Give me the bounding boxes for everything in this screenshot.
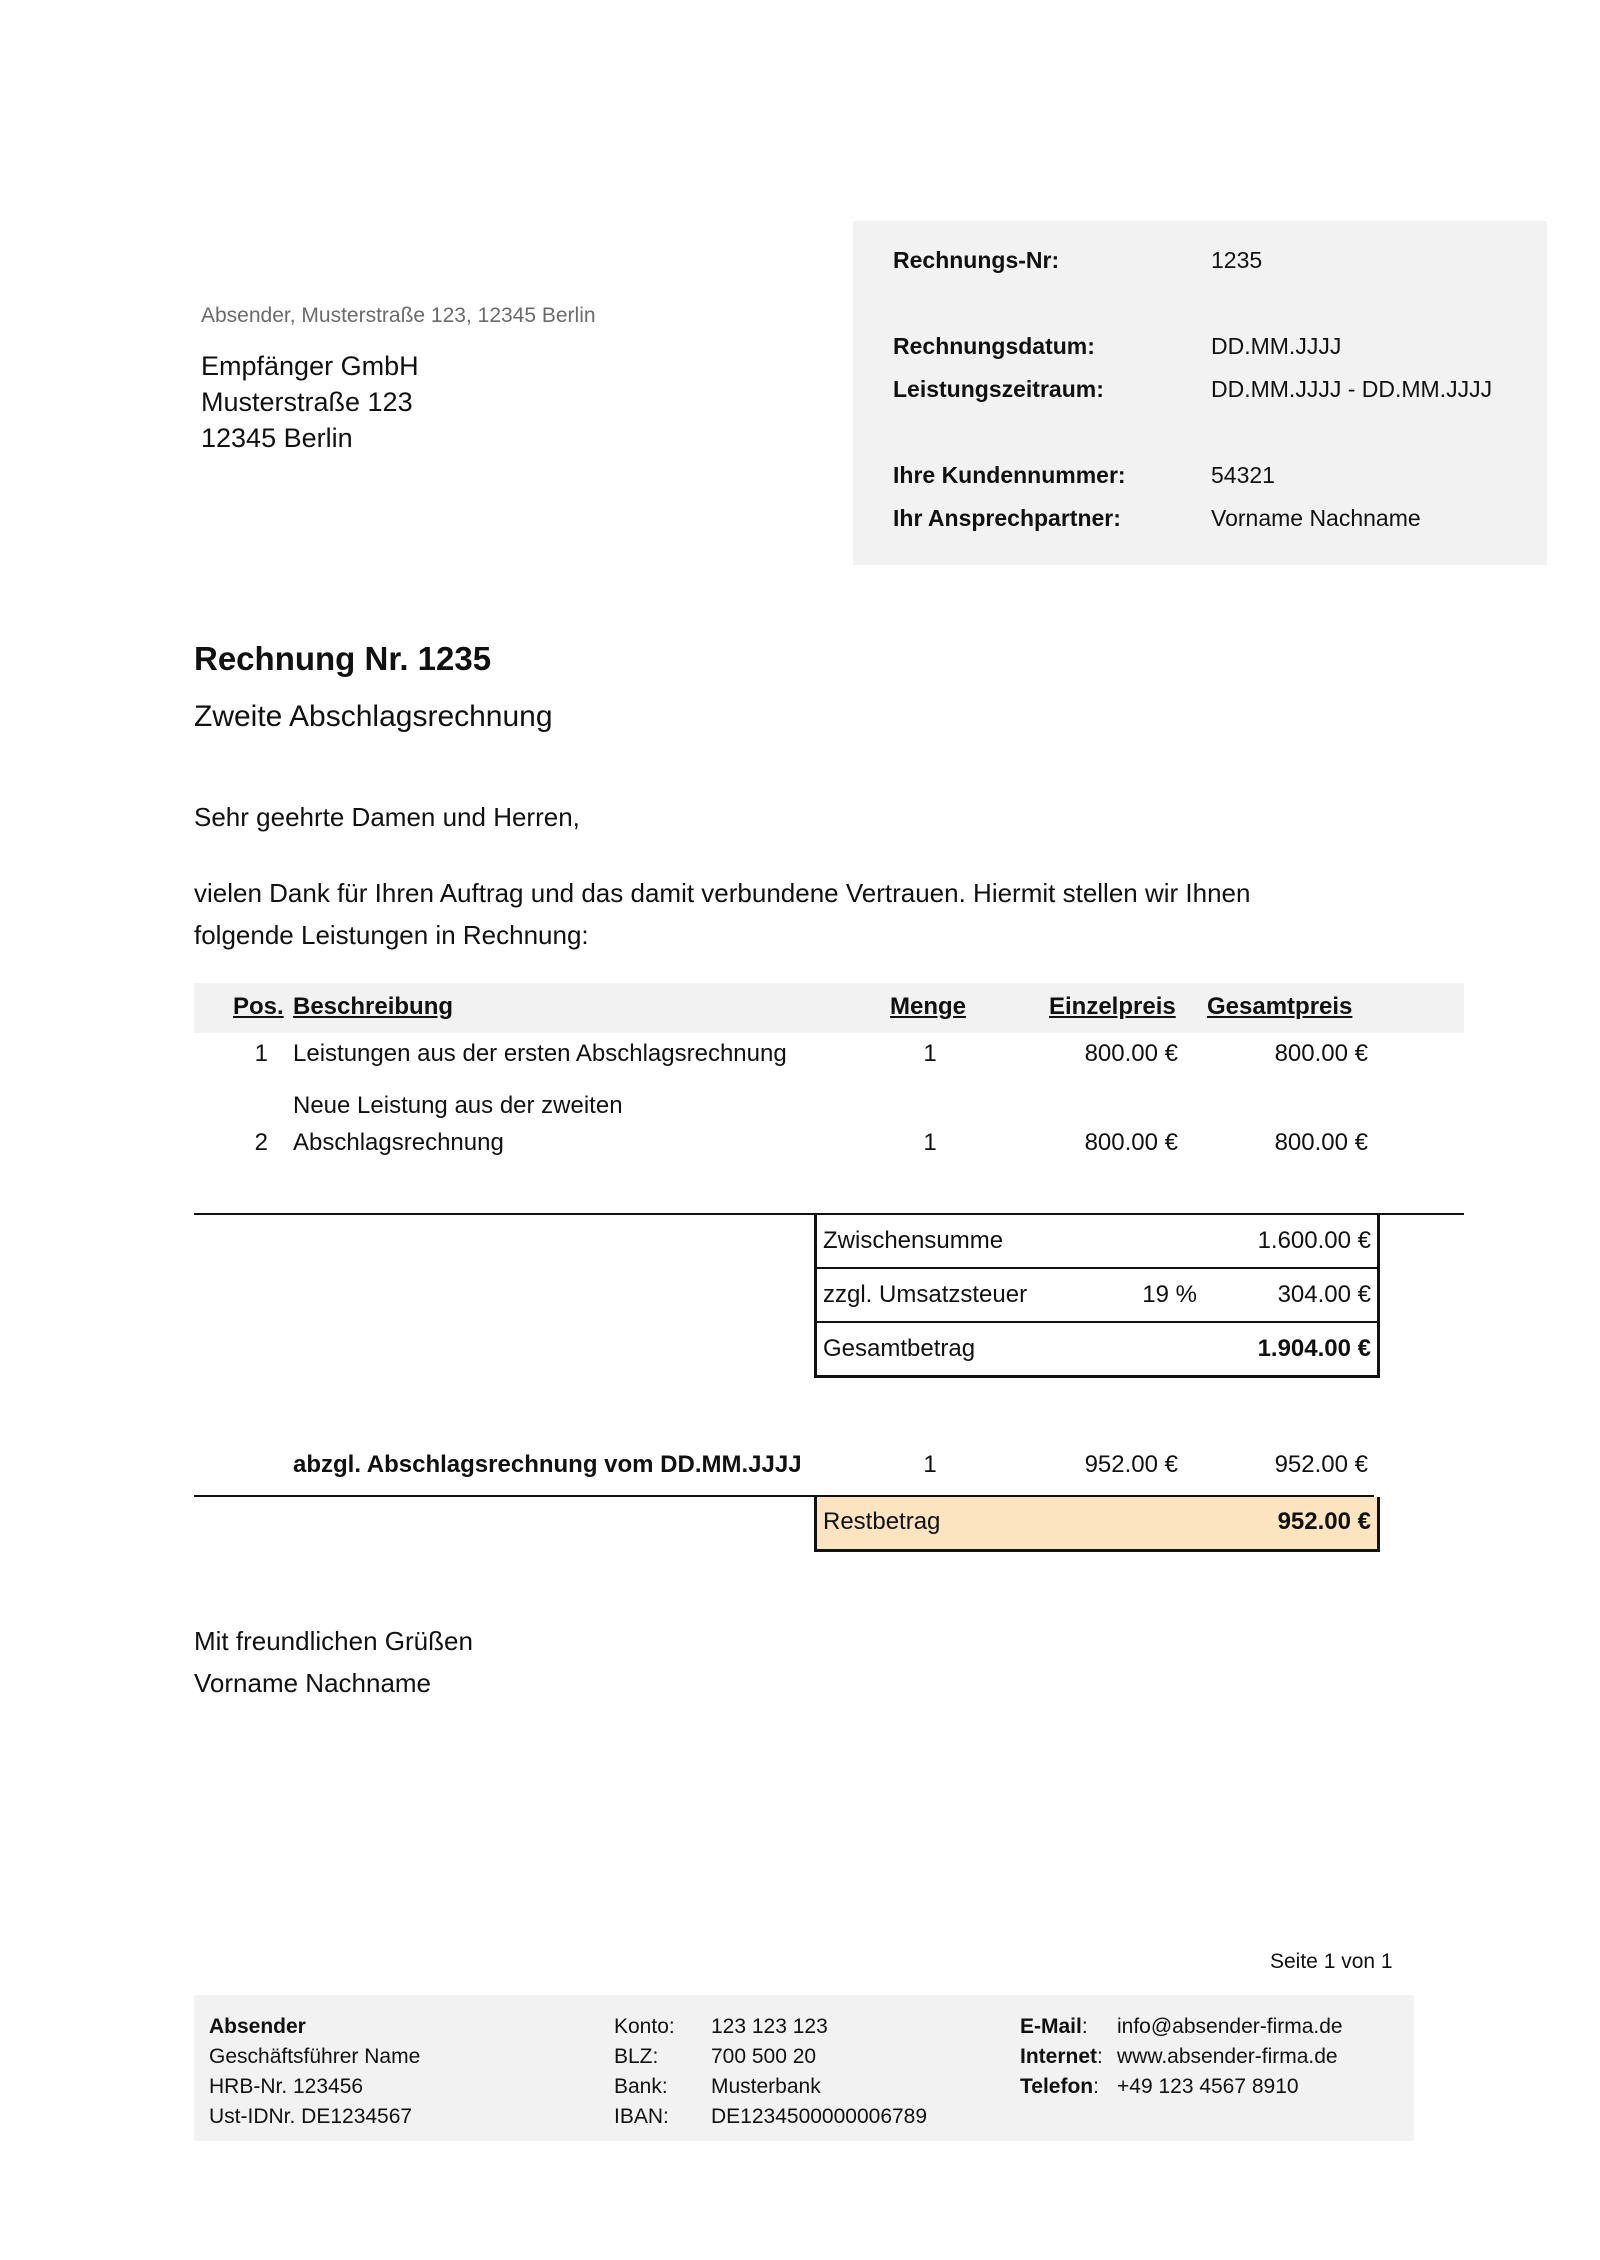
- page-number: Seite 1 von 1: [1270, 1950, 1393, 1973]
- row-quantity: 1: [923, 1129, 937, 1156]
- recipient-name: Empfänger GmbH: [201, 351, 419, 381]
- deduction-total: 952.00 €: [1274, 1451, 1368, 1478]
- deduction-description: abzgl. Abschlagsrechnung vom DD.MM.JJJJ: [293, 1451, 802, 1478]
- footer-bank-col: [614, 2012, 944, 2132]
- recipient-city: 12345 Berlin: [201, 423, 353, 453]
- footer-iban-label: IBAN:: [614, 2105, 669, 2128]
- closing: [194, 1620, 473, 1704]
- intro-line-1: vielen Dank für Ihren Auftrag und das damit verbundene Vertrauen. Hiermit stellen wir Ihnen: [194, 878, 1251, 908]
- customer-number-label: Ihre Kundennummer:: [893, 462, 1126, 488]
- row-pos: 2: [254, 1129, 268, 1156]
- row-description-line2: Abschlagsrechnung: [293, 1129, 504, 1156]
- invoice-title: Rechnung Nr. 1235: [194, 640, 492, 677]
- footer-company-col: [209, 2012, 420, 2132]
- grand-total-value: 1.904.00 €: [1257, 1335, 1371, 1362]
- items-table-header: [194, 983, 1464, 1033]
- row-description: Leistungen aus der ersten Abschlagsrechnung: [293, 1040, 787, 1067]
- contact-person-value: Vorname Nachname: [1211, 505, 1421, 531]
- footer-hrb: HRB-Nr. 123456: [209, 2075, 364, 2098]
- footer-phone-colon: :: [1093, 2075, 1099, 2098]
- footer-internet-colon: :: [1097, 2045, 1103, 2068]
- vat-value: 304.00 €: [1277, 1281, 1371, 1308]
- footer-bank-row: [614, 2072, 944, 2102]
- footer-contact-col: [1020, 2012, 1400, 2102]
- footer-iban-row: [614, 2102, 944, 2132]
- invoice-date-value: DD.MM.JJJJ: [1211, 333, 1342, 359]
- header-unit-price: Einzelpreis: [1049, 993, 1176, 1020]
- totals-box: [814, 1215, 1380, 1378]
- row-quantity: 1: [923, 1040, 937, 1067]
- recipient-address: [201, 348, 419, 456]
- signature-name: Vorname Nachname: [194, 1668, 432, 1698]
- footer-blz: 700 500 20: [711, 2045, 817, 2068]
- service-period-value: DD.MM.JJJJ - DD.MM.JJJJ: [1211, 376, 1493, 402]
- invoice-subtitle: Zweite Abschlagsrechnung: [194, 700, 553, 733]
- row-unit-price: 800.00 €: [1084, 1129, 1178, 1156]
- invoice-number-label: Rechnungs-Nr:: [893, 247, 1060, 273]
- deduction-unit-price: 952.00 €: [1084, 1451, 1178, 1478]
- row-total-price: 800.00 €: [1274, 1129, 1368, 1156]
- greeting: Sehr geehrte Damen und Herren,: [194, 802, 580, 832]
- footer-iban: DE1234500000006789: [711, 2105, 928, 2128]
- invoice-number-value: 1235: [1211, 247, 1263, 273]
- deduction-quantity: 1: [923, 1451, 937, 1478]
- header-quantity: Menge: [890, 993, 967, 1020]
- intro-line-2: folgende Leistungen in Rechnung:: [194, 920, 589, 950]
- intro-text: [194, 872, 1374, 956]
- footer-konto-row: [614, 2012, 944, 2042]
- row-total-price: 800.00 €: [1274, 1040, 1368, 1067]
- footer-phone-label: Telefon: [1020, 2075, 1094, 2098]
- vat-label: zzgl. Umsatzsteuer: [823, 1281, 1028, 1308]
- vat-row: [817, 1267, 1377, 1321]
- header-pos: Pos.: [233, 993, 284, 1020]
- footer-email-colon: :: [1081, 2015, 1088, 2038]
- remaining-amount-value: 952.00 €: [1277, 1508, 1371, 1535]
- service-period-label: Leistungszeitraum:: [893, 376, 1104, 402]
- footer-email-label: E-Mail: [1020, 2015, 1082, 2038]
- footer-konto: 123 123 123: [711, 2015, 828, 2038]
- footer-bank-label: Bank:: [614, 2075, 668, 2098]
- closing-phrase: Mit freundlichen Grüßen: [194, 1626, 473, 1656]
- footer-internet[interactable]: www.absender-firma.de: [1117, 2045, 1338, 2068]
- grand-total-label: Gesamtbetrag: [823, 1335, 976, 1362]
- remaining-amount-label: Restbetrag: [823, 1508, 941, 1535]
- footer-phone-row: [1020, 2072, 1400, 2102]
- invoice-date-label: Rechnungsdatum:: [893, 333, 1095, 359]
- footer-ceo: Geschäftsführer Name: [209, 2045, 421, 2068]
- footer-company: Absender: [209, 2015, 306, 2038]
- remaining-amount-box: [814, 1497, 1380, 1552]
- sender-line: Absender, Musterstraße 123, 12345 Berlin: [201, 304, 596, 327]
- invoice-meta-box: [853, 221, 1547, 565]
- footer-phone: +49 123 4567 8910: [1117, 2075, 1299, 2098]
- footer-ustid: Ust-IDNr. DE1234567: [209, 2105, 413, 2128]
- header-description: Beschreibung: [293, 993, 454, 1020]
- footer-konto-label: Konto:: [614, 2015, 675, 2038]
- footer-bank: Musterbank: [711, 2075, 821, 2098]
- contact-person-label: Ihr Ansprechpartner:: [893, 505, 1121, 531]
- recipient-street: Musterstraße 123: [201, 387, 413, 417]
- header-total-price: Gesamtpreis: [1207, 993, 1353, 1020]
- row-description-line1: Neue Leistung aus der zweiten: [293, 1092, 623, 1119]
- customer-number-value: 54321: [1211, 462, 1275, 488]
- footer-email[interactable]: info@absender-firma.de: [1117, 2015, 1343, 2038]
- footer-email-row: [1020, 2012, 1400, 2042]
- row-unit-price: 800.00 €: [1084, 1040, 1178, 1067]
- footer: [194, 1995, 1414, 2141]
- footer-internet-label: Internet: [1020, 2045, 1098, 2068]
- subtotal-row: [817, 1215, 1377, 1267]
- subtotal-value: 1.600.00 €: [1257, 1227, 1371, 1254]
- footer-blz-label: BLZ:: [614, 2045, 659, 2068]
- footer-internet-row: [1020, 2042, 1400, 2072]
- footer-blz-row: [614, 2042, 944, 2072]
- grand-total-row: [817, 1321, 1377, 1375]
- vat-rate: 19 %: [1142, 1281, 1197, 1308]
- row-pos: 1: [254, 1040, 268, 1067]
- subtotal-label: Zwischensumme: [823, 1227, 1004, 1254]
